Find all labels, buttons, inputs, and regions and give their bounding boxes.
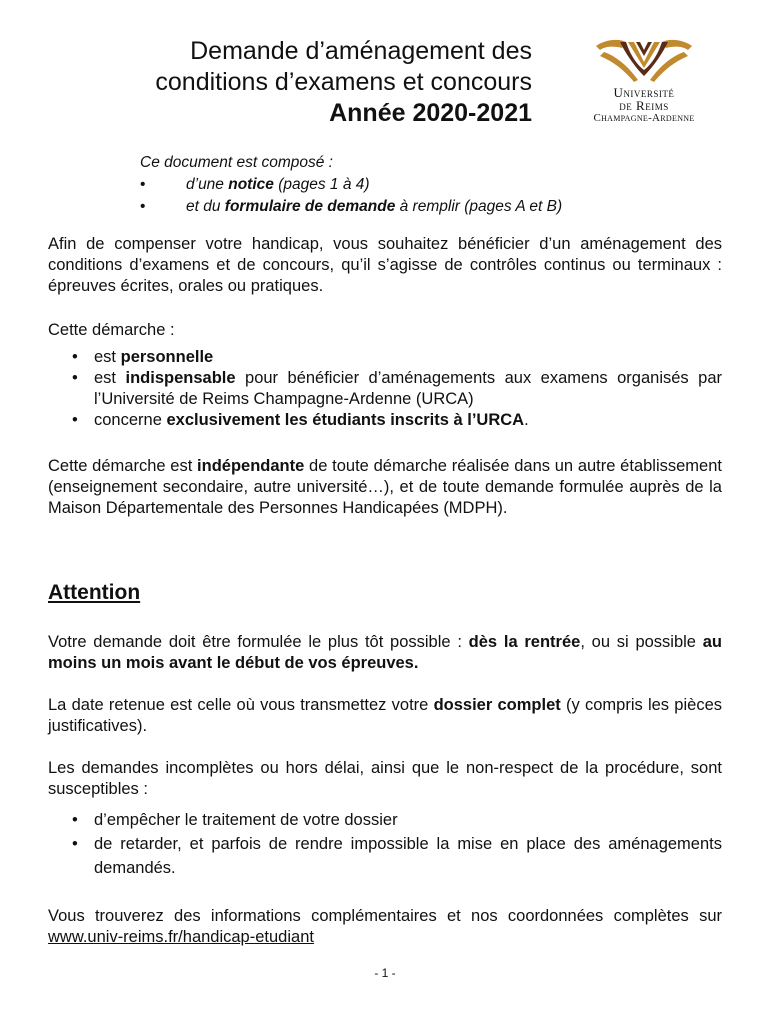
logo-wordmark: [564, 86, 724, 124]
logo-line-2: de Reims: [619, 98, 669, 113]
independence-paragraph: Cette démarche est indépendante de toute démarche réalisée dans un autre établissement (enseignement secondaire, autre université…), et de toute demande formulée auprès de la Maison Départementale des Personnes Handicapées (MDPH).: [48, 457, 722, 517]
logo-line-3: Champagne-Ardenne: [593, 112, 695, 124]
composition-list: [140, 174, 700, 218]
document-title: [60, 36, 532, 129]
intro-paragraph: Afin de compenser votre handicap, vous souhaitez bénéficier d’un aménagement des conditions d’examens et de concours, qu’il s’agisse de contrôles continus ou terminaux : épreuves écrites, orales ou pratiques.: [48, 235, 722, 295]
title-line-2: conditions d’examens et concours: [155, 68, 532, 96]
title-line-1: Demande d’aménagement des: [190, 37, 532, 65]
list-item: • d’une notice (pages 1 à 4): [140, 174, 700, 196]
university-logo: [564, 36, 724, 128]
list-item: • est personnelle: [48, 347, 722, 368]
logo-emblem-icon: [564, 36, 724, 86]
composition-intro: Ce document est composé :: [140, 154, 333, 171]
list-item: • et du formulaire de demande à remplir (pages A et B): [140, 196, 700, 218]
page-number: - 1 -: [374, 966, 396, 980]
list-item: • d’empêcher le traitement de votre dossier: [48, 808, 722, 832]
academic-year: Année 2020-2021: [329, 99, 532, 127]
document-composition: [140, 152, 700, 218]
list-item: • est indispensable pour bénéficier d’aménagements aux examens organisés par l’Université de Reims Champagne-Ardenne (URCA): [48, 368, 722, 410]
demarche-lead: Cette démarche :: [48, 321, 175, 339]
deadline-paragraph: Votre demande doit être formulée le plus tôt possible : dès la rentrée, ou si possible au moins un mois avant le début de vos épreuves.: [48, 633, 722, 672]
risk-list: [48, 808, 722, 880]
logo-line-1: Université: [613, 85, 675, 100]
demarche-list: [48, 347, 722, 431]
info-paragraph: Vous trouverez des informations complémentaires et nos coordonnées complètes sur www.univ-reims.fr/handicap-etudiant: [48, 907, 722, 946]
date-paragraph: La date retenue est celle où vous transmettez votre dossier complet (y compris les pièces justificatives).: [48, 696, 722, 735]
attention-heading: Attention: [48, 581, 141, 604]
list-item: • concerne exclusivement les étudiants inscrits à l’URCA.: [48, 410, 722, 431]
handicap-etudiant-link[interactable]: www.univ-reims.fr/handicap-etudiant: [48, 928, 314, 946]
list-item: • de retarder, et parfois de rendre impossible la mise en place des aménagements demandés.: [48, 832, 722, 880]
incomplete-paragraph: Les demandes incomplètes ou hors délai, ainsi que le non-respect de la procédure, sont susceptibles :: [48, 759, 722, 798]
